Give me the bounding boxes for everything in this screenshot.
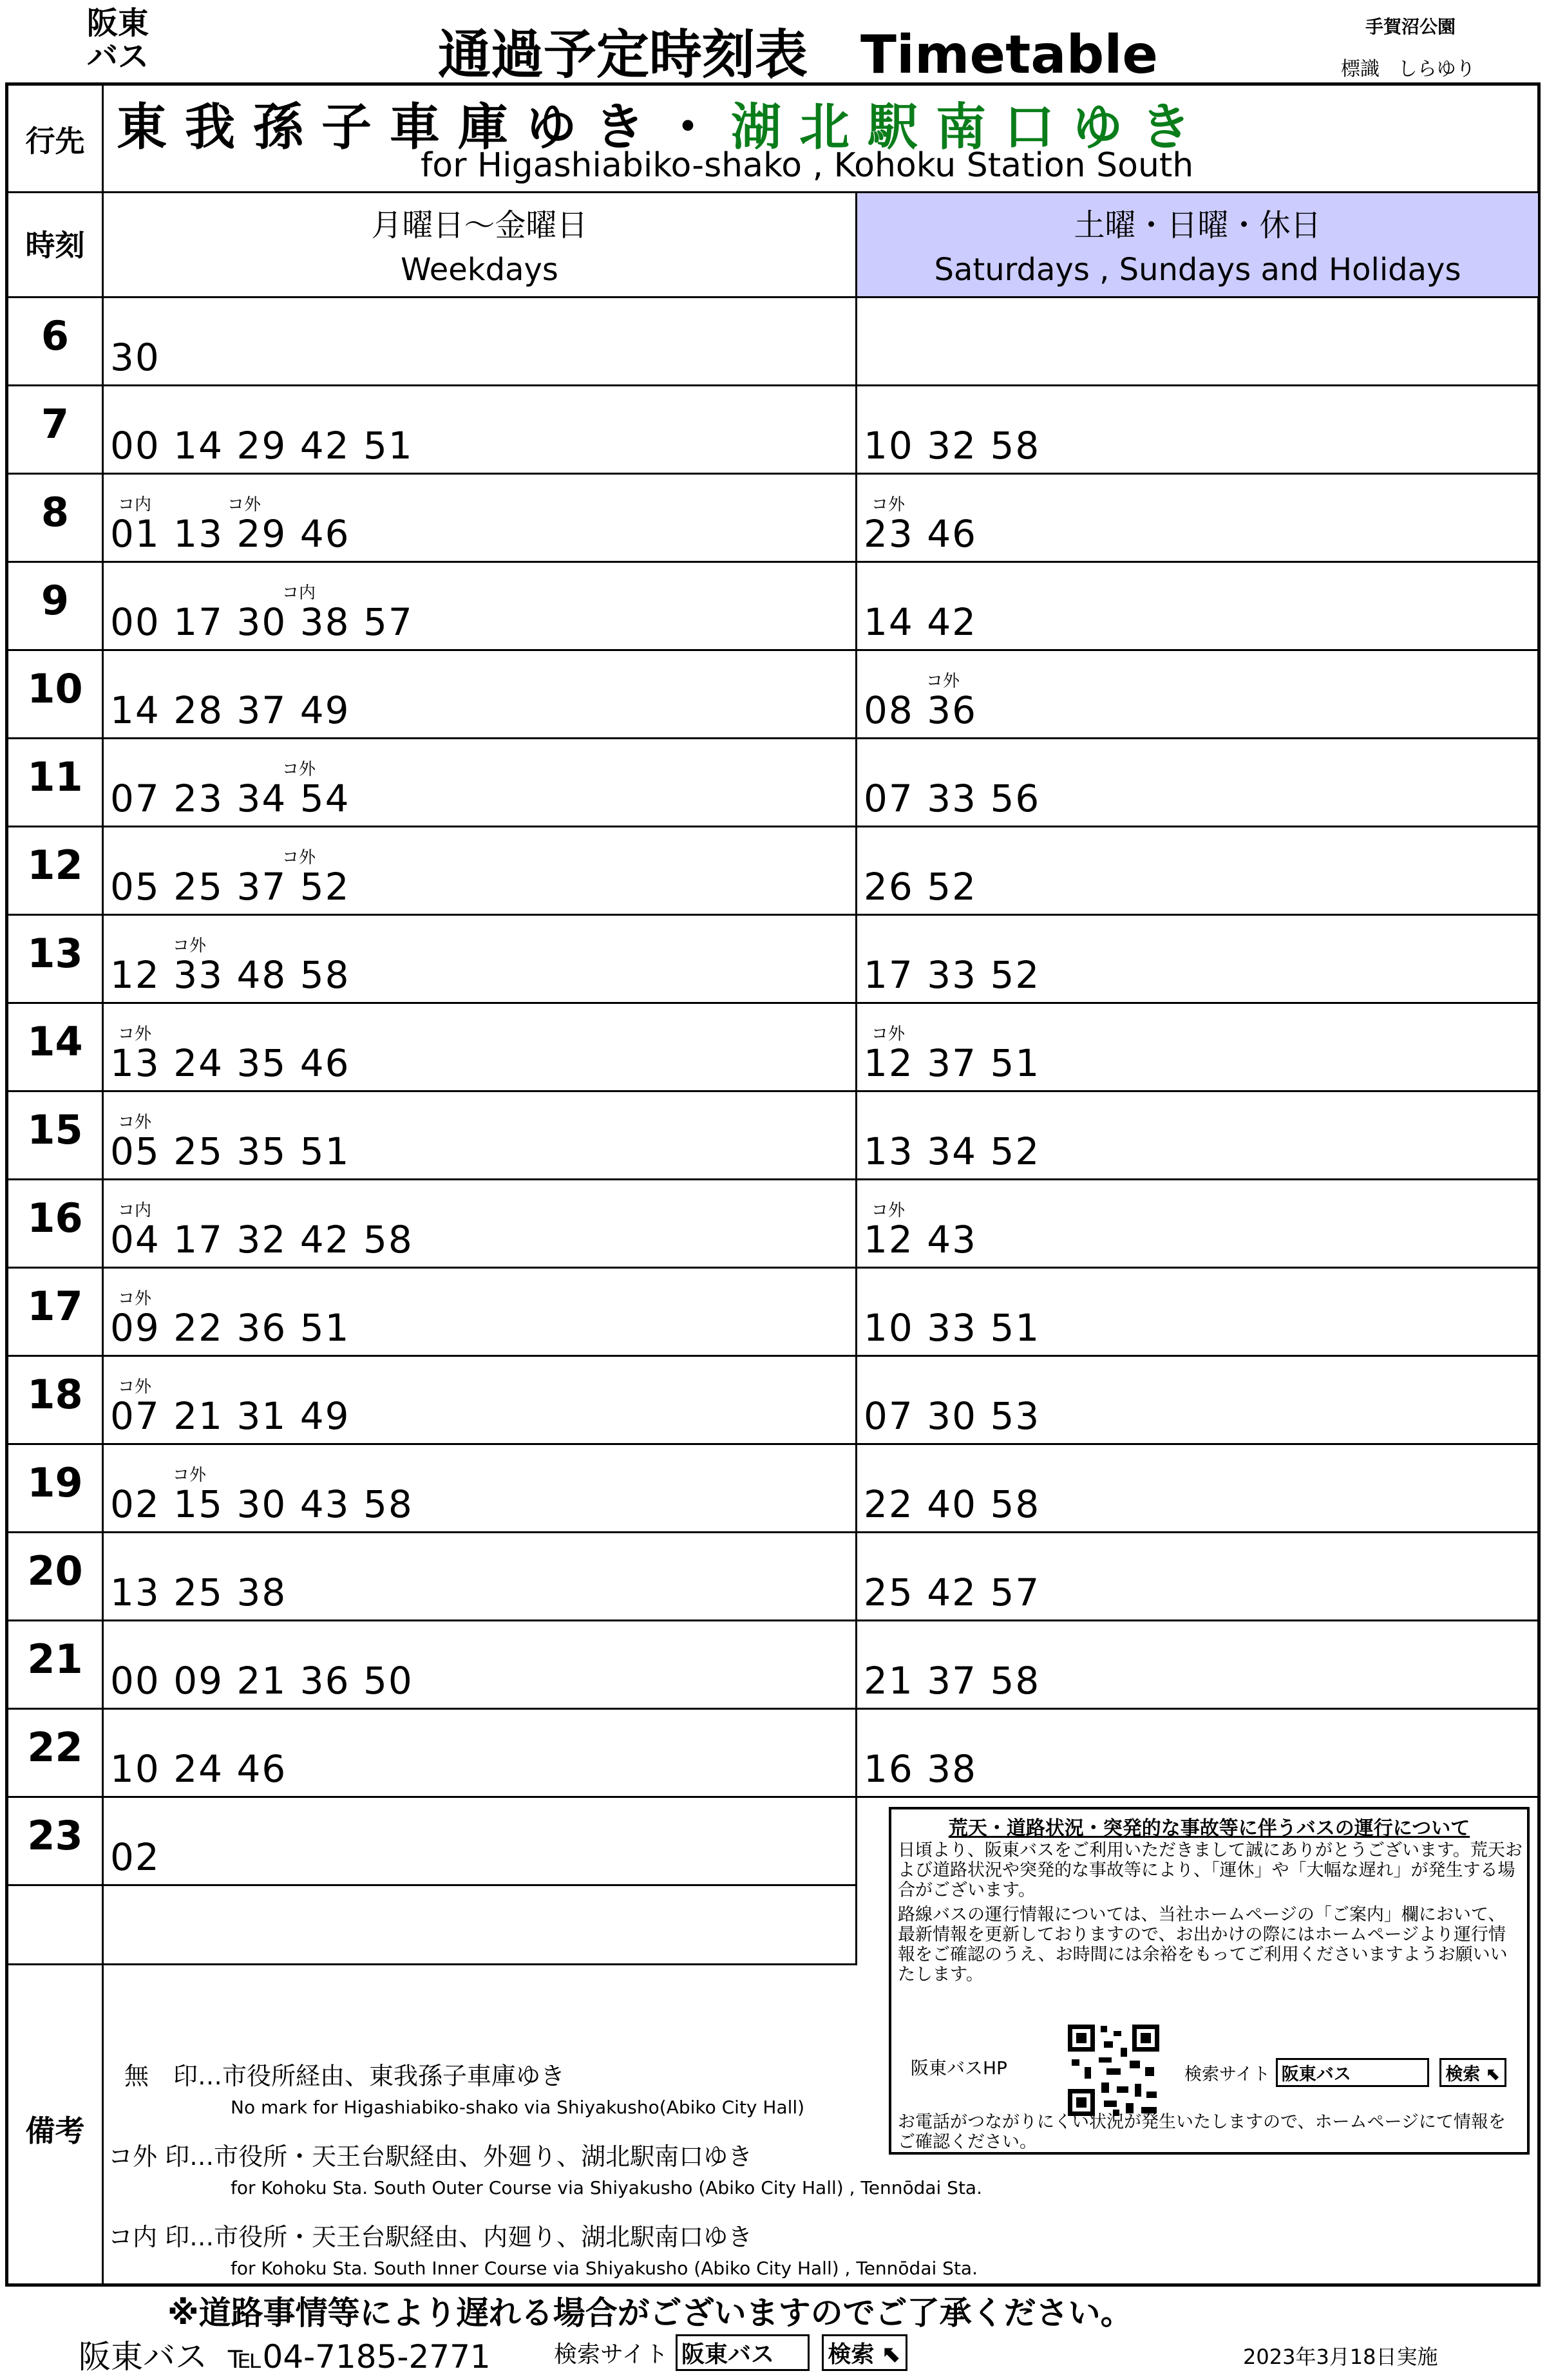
outer-course-mark: コ外 (926, 672, 960, 691)
outer-course-mark: コ外 (118, 1377, 152, 1397)
holiday-times: 17 33 52 (864, 953, 1041, 997)
hour-label: 22 (27, 1724, 83, 1771)
operation-info-box (889, 1807, 1530, 2155)
holiday-times: 08 36 (864, 688, 978, 732)
weekday-times: 07 21 31 49 (110, 1394, 350, 1438)
weekday-times: 05 25 37 52 (110, 865, 350, 909)
destination-en: for Higashiabiko-shako , Kohoku Station South (421, 146, 1194, 185)
footer-search-input[interactable]: 阪東バス (676, 2334, 810, 2371)
outer-course-mark: コ外 (173, 936, 207, 956)
stop-name: 手賀沼公園 (1365, 16, 1456, 37)
row-divider (8, 561, 1537, 563)
cursor-arrow-icon: ⬉ (1486, 2064, 1501, 2084)
outer-course-mark: コ外 (871, 495, 906, 515)
inner-course-mark: コ内 (118, 1201, 152, 1220)
remark-1-jp: 無 印…市役所経由、東我孫子車庫ゆき (124, 2062, 565, 2090)
remark-2-jp: コ外 印…市役所・天王台駅経由、外廻り、湖北駅南口ゆき (108, 2142, 753, 2171)
holiday-times: 14 42 (864, 600, 978, 644)
holiday-times: 10 32 58 (864, 424, 1041, 468)
row-divider (8, 1708, 1537, 1710)
header-divider (8, 296, 1537, 298)
outer-course-mark: コ外 (173, 1466, 207, 1485)
operator-logo (76, 6, 160, 73)
info-search-button-label: 検索 (1445, 2064, 1481, 2084)
hour-label: 8 (41, 489, 70, 536)
remarks-label: 備考 (25, 2113, 85, 2148)
hour-label: 20 (27, 1547, 83, 1594)
holiday-times: 22 40 58 (864, 1482, 1041, 1526)
outer-course-mark: コ外 (118, 1025, 152, 1044)
holiday-times: 13 34 52 (864, 1129, 1041, 1173)
dest-divider (8, 191, 1537, 193)
row-divider (8, 1531, 1537, 1533)
hour-label: 19 (27, 1459, 83, 1506)
destination-jp-main: 東我孫子車庫ゆき (117, 99, 663, 156)
row-divider (8, 737, 1537, 739)
row-divider (8, 1796, 1537, 1798)
weekday-times: 01 13 29 46 (110, 512, 350, 556)
row-divider (8, 1884, 857, 1886)
weekday-times: 13 24 35 46 (110, 1041, 350, 1085)
row-divider (8, 473, 1537, 475)
info-heading: 荒天・道路状況・突発的な事故等に伴うバスの運行について (948, 1817, 1470, 1840)
hp-label: 阪東バスHP (911, 2057, 1007, 2079)
remarks-divider (8, 1963, 857, 1965)
holiday-times: 07 30 53 (864, 1394, 1041, 1438)
info-search (1184, 2058, 1506, 2087)
hour-label: 21 (27, 1636, 83, 1683)
holiday-times: 16 38 (864, 1747, 978, 1791)
outer-course-mark: コ外 (871, 1025, 906, 1044)
weekday-times: 04 17 32 42 58 (110, 1218, 413, 1261)
time-label: 時刻 (25, 228, 85, 263)
holiday-header-jp: 土曜・日曜・休日 (1074, 207, 1322, 243)
outer-course-mark: コ外 (118, 1113, 152, 1132)
company-tel[interactable]: ℡04-7185-2771 (227, 2338, 491, 2375)
outer-course-mark: コ外 (282, 848, 316, 867)
hour-label: 23 (27, 1812, 83, 1859)
row-divider (8, 914, 1537, 916)
holiday-times: 23 46 (864, 512, 978, 556)
hour-label: 7 (41, 401, 70, 448)
page-title: 通過予定時刻表 Timetable (438, 24, 1159, 86)
outer-course-mark: コ外 (227, 495, 261, 515)
remark-1-en: No mark for Higashiabiko-shako via Shiyakusho(Abiko City Hall) (231, 2097, 805, 2118)
weekday-times: 07 23 34 54 (110, 777, 350, 820)
holiday-times: 25 42 57 (864, 1571, 1041, 1614)
hour-label: 13 (27, 930, 83, 977)
hour-label: 10 (27, 665, 83, 712)
destination-jp-dot: ・ (663, 99, 732, 156)
row-divider (8, 1355, 1537, 1357)
remark-3-jp: コ内 印…市役所・天王台駅経由、内廻り、湖北駅南口ゆき (108, 2223, 753, 2251)
weekday-header-en: Weekdays (401, 252, 558, 288)
weekday-header-jp: 月曜日〜金曜日 (371, 207, 588, 243)
row-divider (8, 1443, 1537, 1445)
sign-label: 標識 (1341, 58, 1380, 80)
row-divider (8, 1002, 1537, 1004)
row-divider (8, 1090, 1537, 1092)
hour-label: 9 (41, 577, 70, 624)
hour-label: 14 (27, 1018, 83, 1065)
weekday-times: 00 14 29 42 51 (110, 424, 413, 468)
delay-note: ※道路事情等により遅れる場合がございますのでご了承ください。 (167, 2294, 1133, 2332)
row-divider (8, 1267, 1537, 1269)
info-search-input[interactable]: 阪東バス (1276, 2058, 1429, 2087)
sign-info (1341, 53, 1476, 81)
footer-search-label: 検索サイト (554, 2341, 669, 2368)
info-search-button[interactable] (1439, 2058, 1506, 2087)
weekday-times: 00 09 21 36 50 (110, 1659, 413, 1703)
weekday-times: 02 (110, 1835, 160, 1879)
footer-search-button[interactable] (822, 2334, 907, 2371)
outer-course-mark: コ外 (118, 1289, 152, 1308)
weekday-times: 09 22 36 51 (110, 1306, 350, 1350)
remark-3-en: for Kohoku Sta. South Inner Course via Shiyakusho (Abiko City Hall) , Tennōdai Sta. (231, 2258, 978, 2279)
hour-label: 17 (27, 1283, 83, 1330)
weekday-times: 14 28 37 49 (110, 688, 350, 732)
weekday-times: 00 17 30 38 57 (110, 600, 413, 644)
holiday-times: 26 52 (864, 865, 978, 909)
outer-course-mark: コ外 (871, 1201, 906, 1220)
row-divider (8, 384, 1537, 386)
hour-label: 18 (27, 1371, 83, 1418)
qr-code-graphic (1065, 2022, 1162, 2119)
holiday-header-en: Saturdays , Sundays and Holidays (934, 252, 1461, 288)
holiday-times: 07 33 56 (864, 777, 1041, 820)
weekday-times: 02 15 30 43 58 (110, 1482, 413, 1526)
weekday-times: 13 25 38 (110, 1571, 287, 1614)
row-divider (8, 1178, 1537, 1180)
label-column-divider (102, 86, 104, 2283)
remark-2-en: for Kohoku Sta. South Outer Course via Shiyakusho (Abiko City Hall) , Tennōdai Sta. (231, 2177, 982, 2198)
info-search-label: 検索サイト (1184, 2064, 1271, 2084)
row-divider (8, 649, 1537, 651)
outer-course-mark: コ外 (282, 760, 316, 779)
holiday-times: 10 33 51 (864, 1306, 1041, 1350)
inner-course-mark: コ内 (282, 583, 316, 603)
hour-label: 6 (41, 312, 70, 359)
logo-line-2: バス (86, 39, 149, 75)
hour-label: 12 (27, 842, 83, 889)
effective-date: 2023年3月18日実施 (1243, 2345, 1438, 2369)
row-divider (8, 826, 1537, 827)
weekday-times: 05 25 35 51 (110, 1129, 350, 1173)
weekday-times: 12 33 48 58 (110, 953, 350, 997)
inner-course-mark: コ内 (118, 495, 152, 515)
footer-search (554, 2334, 907, 2371)
info-paragraph-3: お電話がつながりにくい状況が発生いたしますので、ホームページにて情報をご確認ください。 (898, 2112, 1506, 2152)
day-column-divider (855, 193, 857, 1965)
footer-search-button-label: 検索 (828, 2341, 875, 2368)
info-paragraph-2: 路線バスの運行情報については、当社ホームページの「ご案内」欄において、最新情報を更新しておりますので、お出かけの際にはホームページより運行情報をご確認のうえ、お時間には余裕をもってご利用くださいますようお願いいたします。 (898, 1905, 1508, 1985)
logo-line-1: 阪東 (86, 5, 149, 41)
qr-code[interactable] (1065, 2022, 1162, 2119)
hour-label: 11 (27, 753, 83, 800)
destination-label: 行先 (25, 124, 85, 158)
holiday-times: 12 43 (864, 1218, 978, 1261)
info-paragraph-1: 日頃より、阪東バスをご利用いただきまして誠にありがとうございます。荒天および道路状況や突発的な事故等により、「運休」や「大幅な遅れ」が発生する場合がございます。 (898, 1840, 1523, 1900)
weekday-times: 30 (110, 335, 160, 379)
hour-label: 16 (27, 1195, 83, 1242)
sign-name: しらゆり (1398, 58, 1476, 80)
footer-cursor-arrow-icon: ⬉ (882, 2341, 902, 2368)
weekday-times: 10 24 46 (110, 1747, 287, 1791)
company-contact (79, 2331, 491, 2377)
hour-label: 15 (27, 1106, 83, 1153)
row-divider (8, 1620, 1537, 1621)
destination-jp-kohoku: 湖北駅南口ゆき (731, 99, 1210, 156)
company-name: 阪東バス (79, 2338, 207, 2375)
holiday-times: 21 37 58 (864, 1659, 1041, 1703)
holiday-times: 12 37 51 (864, 1041, 1041, 1085)
